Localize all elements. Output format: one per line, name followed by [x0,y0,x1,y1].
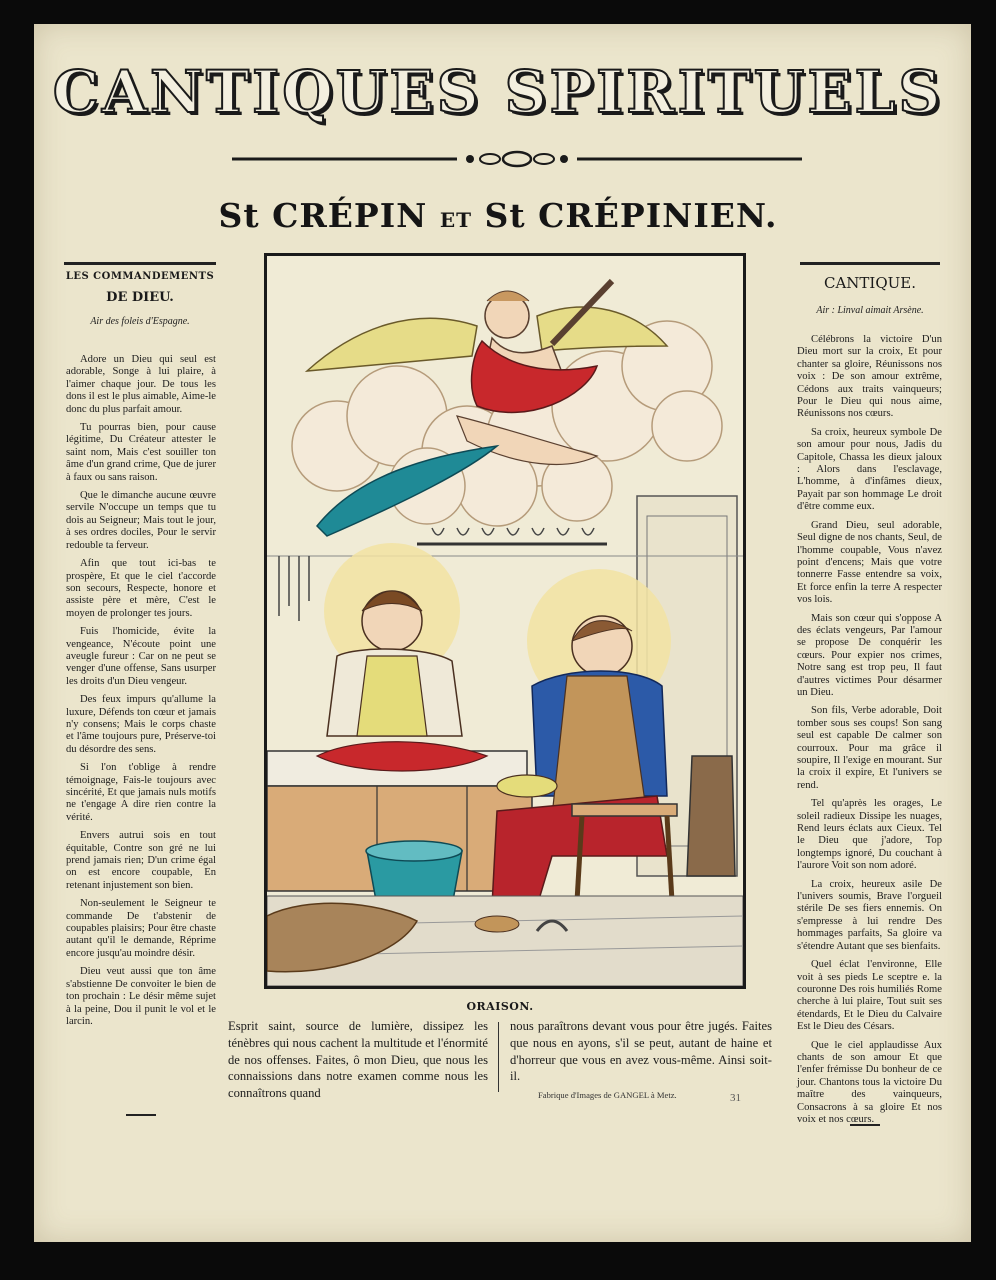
verse: Fuis l'homicide, évite la vengeance, N'écoute point une aveugle fureur : Car on ne peut se venger d'une offense, Sans usurper les droits d'un Dieu vengeur. [66,626,216,687]
verse: Envers autrui sois en tout équitable, Contre son gré ne lui prend jamais rien; D'un crime égal on est encore coupable, En retenant injustement son bien. [66,830,216,891]
saint-abbr-1: St [218,196,260,235]
prayer-heading: ORAISON. [466,1000,534,1013]
verse: La croix, heureux asile De l'univers soumis, Brave l'orgueil stérile De ses fiers ennemis. On s'empresse à lui rendre Des hommages parfaits, Sa gloire va s'étendre Autant que ses bienfaits. [797,878,942,952]
verse: Tel qu'après les orages, Le soleil radieux Dissipe les nuages, Rend leurs éclats aux Cieux. Tel le Dieu que j'adore, Top longtemps ignoré, Du couchant à l'aurore Voit son nom adoré. [797,798,942,872]
saint-name-2: CRÉPINIEN. [538,196,778,235]
prayer-text-right: nous paraîtrons devant vous pour être jugés. Faites que nous en ayons, s'il se peut, autant de haine et d'horreur que vous en avez vous-même. Ainsi soit-il. [510,1019,772,1084]
verse: Grand Dieu, seul adorable, Seul digne de nos chants, Seul, de l'homme coupable, Vous n'avez point d'encens; Mais que votre tonnerre Fasse entendre sa voix, Et force enfin la terre A respecter vos lois. [797,519,942,606]
verse: Adore un Dieu qui seul est adorable, Songe à lui plaire, à l'aimer chaque jour. De tous les dons il est le plus aimable, Aime-le donc du plus parfait amour. [66,354,216,415]
verse: Afin que tout ici-bas te prospère, Et que le ciel t'accorde son secours, Respecte, honore et assiste père et mère, C'est le moyen de prolonger tes jours. [66,558,216,619]
verse: Quel éclat l'environne, Elle voit à ses pieds Le sceptre e. la couronne Des rois humiliés Rome cherche à lui plaire, Tout suit ses étendards, Et le Dieu du Calvaire Est le Dieu des Césars. [797,959,942,1033]
prayer-text-left: Esprit saint, source de lumière, dissipez les ténèbres qui nous cachent la multitude et l'énormité de nos offenses. Faites, ô mon Dieu, que nous les connaissions dans notre examen comme nous les connaîtrons quand [228,1019,488,1101]
verse: Son fils, Verbe adorable, Doit tomber sous ses coups! Son sang seul est capable De calmer son courroux. Pour ma grâce il soupire, Il l'exige en mourant. Sur la croix il expire, Et l'univers se rend. [797,705,942,791]
left-top-rule [64,262,216,265]
right-top-rule [800,262,940,265]
saints-conjunction: ET [439,208,472,232]
verse: Dieu veut aussi que ton âme s'abstienne De convoiter le bien de ton prochain : Le désir même sujet à la peine, Dou il punit le vol et le larcin. [66,966,216,1027]
right-heading: CANTIQUE. [823,274,917,292]
printer-imprint: Fabrique d'Images de GANGEL à Metz. [538,1090,677,1100]
verse: Sa croix, heureux symbole De son amour pour nous, Jadis du Capitole, Chassa les dieux jaloux : Alors dans l'esclavage, L'homme, à d'infâmes dieux, Payait par son hommage Le droit d'être comme eux. [797,426,942,513]
saints-heading [0,196,996,235]
left-heading-line1: LES COMMANDEMENTS [65,271,215,282]
prayer-column-divider [498,1022,499,1092]
verse: Non-seulement le Seigneur te commande De t'abstenir de coupables plaisirs; Pour être chaste autant qu'il le demande, Réprime encore jusqu'au moindre désir. [66,898,216,959]
verse: Mais son cœur qui s'oppose A des éclats vengeurs, Par l'amour se propose De conquérir les cœurs. Pour expier nos crimes, Notre sang est trop peu, Il faut d'autres victimes Pour désarmer un Dieu. [797,612,942,698]
cantique-text [797,334,942,1132]
commandments-text [66,354,216,1034]
ornamental-divider [232,150,802,168]
right-air-line: Air : Linval aimait Arsène. [816,305,924,316]
left-air-line: Air des foleis d'Espagne. [90,316,190,327]
page-title: CANTIQUES SPIRITUELS [52,58,944,126]
verse: Que le dimanche aucune œuvre servile N'occupe un temps que tu dois au Seigneur; Mais tout le jour, à ses ordres dociles, Pour le servir redouble ta ferveur. [66,490,216,551]
right-end-rule [850,1124,880,1126]
left-heading-line2: DE DIEU. [106,290,174,305]
saints-illustration [264,253,746,989]
saint-abbr-2: St [484,196,526,235]
verse: Célébrons la victoire D'un Dieu mort sur la croix, Et pour chanter sa gloire, Réunissons nos voix : De son amour extrême, Cédons aux traits vainqueurs; Pour le Dieu qui nous aime, Réunissons nos cœurs. [797,334,942,420]
boots [687,756,735,876]
left-end-rule [126,1114,156,1116]
stool-seat [572,804,677,816]
saint-crepin-apron [357,656,427,736]
verse: Si l'on t'oblige à rendre témoignage, Fais-le toujours avec sincérité, Et que jamais nuls motifs ne t'engage A dire rien contre la vérité. [66,762,216,823]
verse: Que le ciel applaudisse Aux chants de son amour Et que l'enfer frémisse Du bonheur de ce jour. Chantons tous la victoire Du maître des vainqueurs, Consacrons à sa gloire Et nos voix et nos cœurs. [797,1039,942,1125]
verse: Tu pourras bien, pour cause légitime, Du Créateur attester le saint nom, Mais c'est souiller ton âme d'un grand crime, Que de jurer à faux ou sans raison. [66,422,216,483]
verse: Des feux impurs qu'allume la luxure, Défends ton cœur et jamais n'y consens; Mais le corps chaste et l'âme toujours pure, Préserve-toi du désordre des sens. [66,694,216,755]
workshop-scene [267,256,743,986]
page-number: 31 [730,1092,741,1104]
saint-name-1: CRÉPIN [272,196,428,235]
